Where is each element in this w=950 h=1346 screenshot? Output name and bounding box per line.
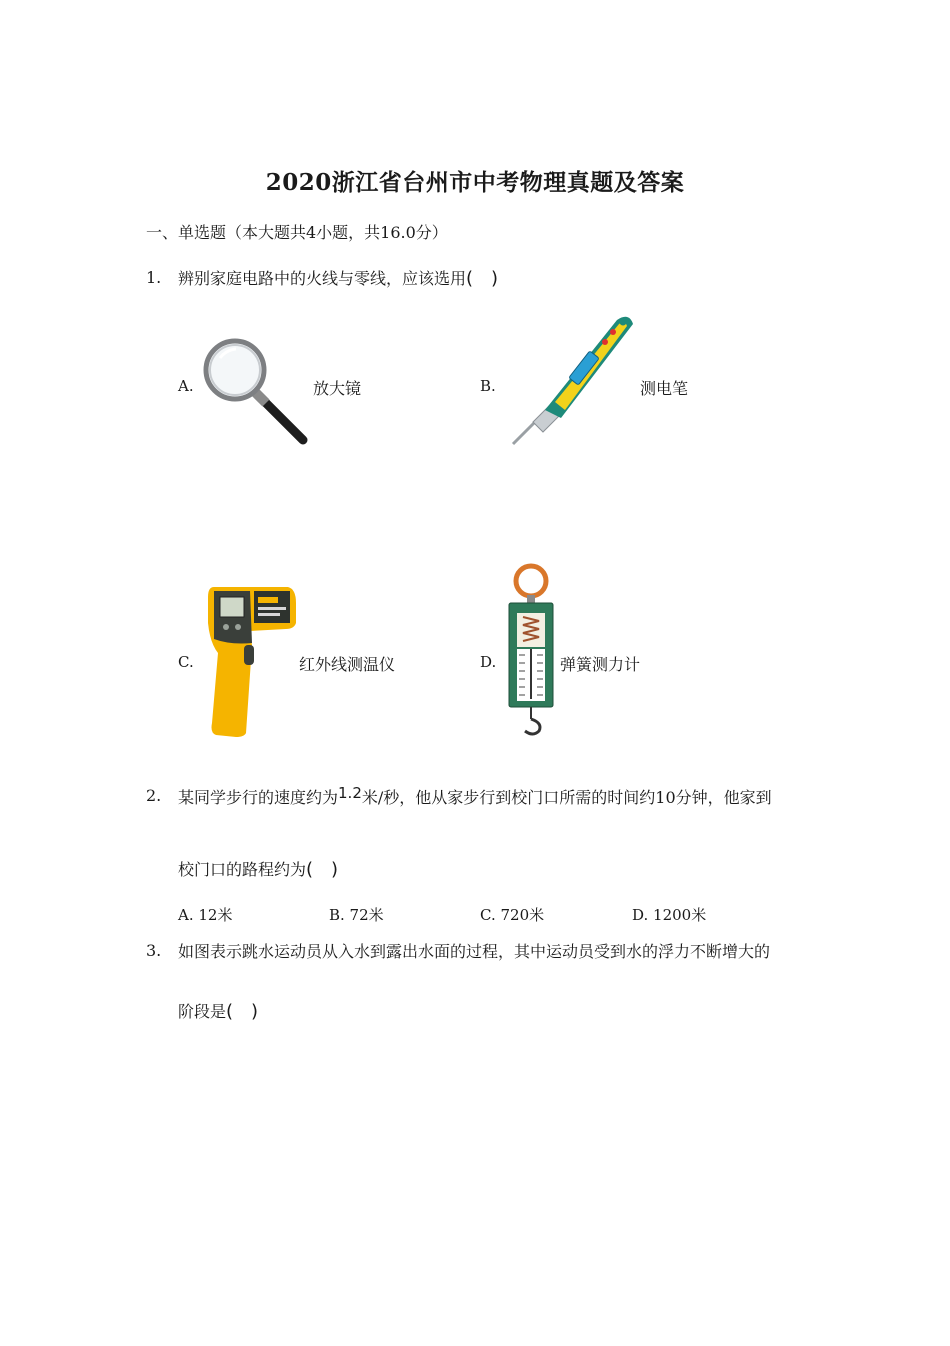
question-2-text-a: 某同学步行的速度约为: [178, 788, 339, 807]
answer-blank: ( ): [466, 268, 499, 289]
option-b-letter: B.: [480, 377, 496, 395]
question-2-number: 2.: [146, 786, 162, 805]
page-title: 2020浙江省台州市中考物理真题及答案: [265, 169, 685, 196]
choice-c: C. 720米: [480, 906, 545, 924]
option-d-label: 弹簧测力计: [560, 655, 641, 674]
question-3-stem-line-1: 如图表示跳水运动员从入水到露出水面的过程，其中运动员受到水的浮力不断增大的: [178, 942, 771, 961]
question-1-number: 1.: [146, 268, 162, 287]
choice-d: D. 1200米: [632, 906, 707, 924]
question-2-stem-line-2: [178, 857, 338, 880]
question-1-stem: [178, 266, 498, 289]
option-c-label: 红外线测温仪: [299, 655, 396, 674]
answer-blank: ( ): [226, 1001, 259, 1022]
speed-value: 1.2: [338, 784, 362, 802]
question-2-stem-line-1: [178, 785, 772, 808]
option-d-letter: D.: [480, 653, 497, 671]
question-1-text: 辨别家庭电路中的火线与零线，应该选用: [178, 269, 467, 288]
section-heading: 一、单选题（本大题共4小题，共16.0分）: [146, 223, 448, 242]
question-2-text-c: 校门口的路程约为: [178, 860, 307, 879]
option-c-letter: C.: [178, 653, 194, 671]
infrared-thermometer-icon: [200, 583, 300, 738]
question-3-number: 3.: [146, 941, 162, 960]
choice-b: B. 72米: [329, 906, 384, 924]
test-pen-icon: [505, 310, 640, 450]
option-a-letter: A.: [178, 377, 194, 395]
magnifier-icon: [200, 336, 318, 450]
question-3-text-b: 阶段是: [178, 1002, 227, 1021]
speed-unit: 米/秒: [361, 788, 400, 807]
question-3-stem-line-2: [178, 999, 258, 1022]
question-2-text-b: ，他从家步行到校门口所需的时间约10分钟，他家到: [399, 788, 772, 807]
option-b-label: 测电笔: [640, 379, 689, 398]
option-a-label: 放大镜: [313, 379, 362, 398]
choice-a: A. 12米: [178, 906, 233, 924]
spring-scale-icon: [505, 563, 557, 739]
answer-blank: ( ): [306, 859, 339, 880]
